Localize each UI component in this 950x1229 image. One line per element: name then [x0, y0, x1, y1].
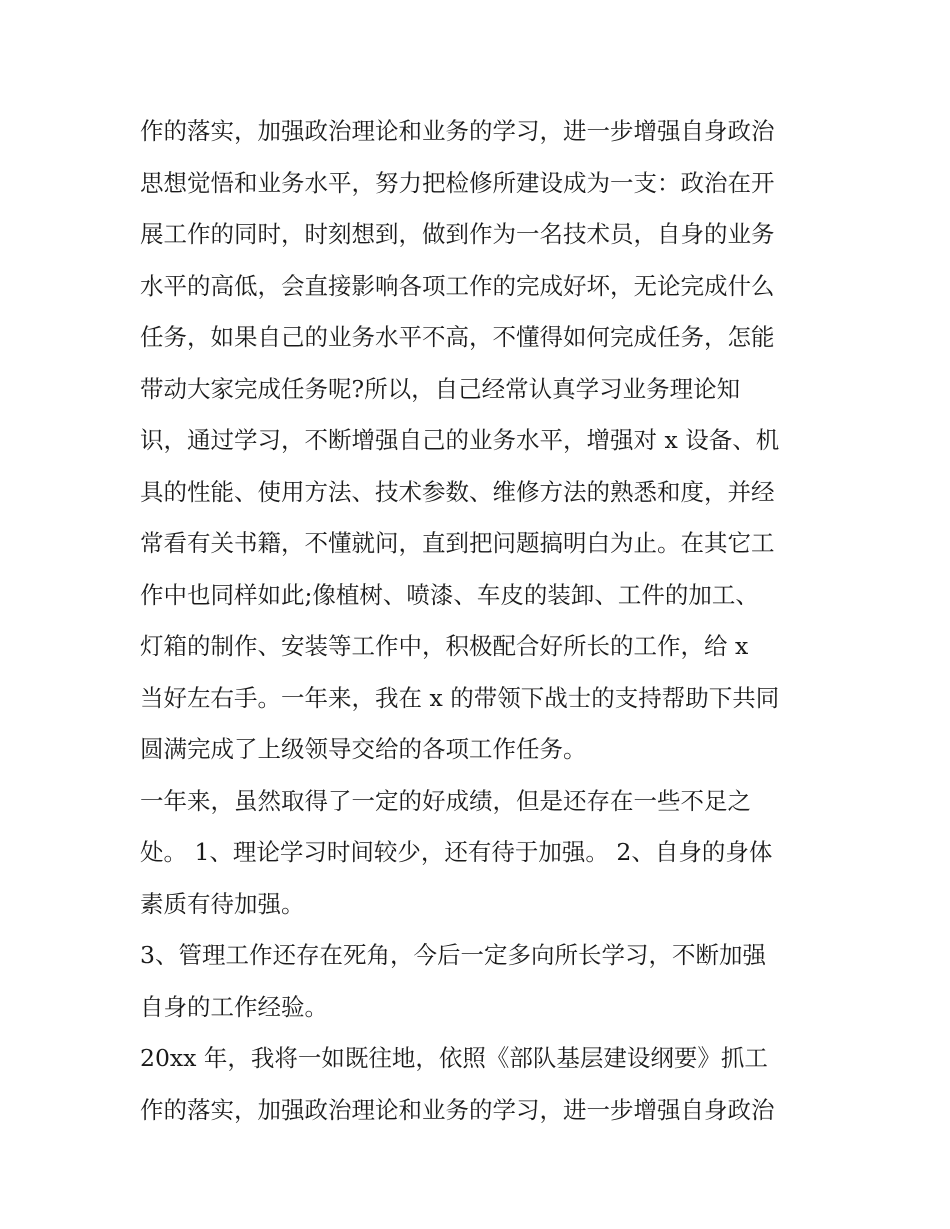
text-line: 一年来，虽然取得了一定的好成绩，但是还存在一些不足之 [140, 786, 751, 815]
text-line: 识，通过学习，不断增强自己的业务水平，增强对 x 设备、机 [140, 426, 780, 454]
text-line: 自身的工作经验。 [140, 992, 328, 1021]
text-line: 展工作的同时，时刻想到，做到作为一名技术员，自身的业务 [140, 220, 775, 248]
text-line: 作的落实，加强政治理论和业务的学习，进一步增强自身政治 [140, 1095, 775, 1124]
text-line: 3、管理工作还存在死角，今后一定多向所长学习，不断加强 [140, 941, 766, 969]
text-line: 圆满完成了上级领导交给的各项工作任务。 [140, 735, 587, 763]
text-line: 思想觉悟和业务水平，努力把检修所建设成为一支：政治在开 [140, 168, 775, 197]
text-line: 20xx 年，我将一如既往地，依照《部队基层建设纲要》抓工 [140, 1044, 768, 1072]
text-line: 具的性能、使用方法、技术参数、维修方法的熟悉和度，并经 [140, 477, 775, 506]
document-body [140, 106, 840, 1136]
text-line: 常看有关书籍，不懂就问，直到把问题搞明白为止。在其它工 [140, 529, 775, 557]
text-line: 作的落实，加强政治理论和业务的学习，进一步增强自身政治 [140, 117, 775, 145]
text-line: 作中也同样如此;像植树、喷漆、车皮的装卸、工件的加工、 [140, 580, 759, 609]
text-line: 带动大家完成任务呢?所以，自己经常认真学习业务理论知 [140, 374, 741, 403]
text-line: 当好左右手。一年来，我在 x 的带领下战士的支持帮助下共同 [140, 683, 780, 712]
text-line: 任务，如果自己的业务水平不高，不懂得如何完成任务，怎能 [140, 323, 775, 351]
text-line: 素质有待加强。 [140, 889, 305, 918]
text-line: 水平的高低，会直接影响各项工作的完成好坏，无论完成什么 [140, 271, 775, 300]
text-line: 处。 1、理论学习时间较少，还有待于加强。 2、自身的身体 [140, 838, 773, 866]
text-line: 灯箱的制作、安装等工作中，积极配合好所长的工作，给 x [140, 632, 749, 660]
